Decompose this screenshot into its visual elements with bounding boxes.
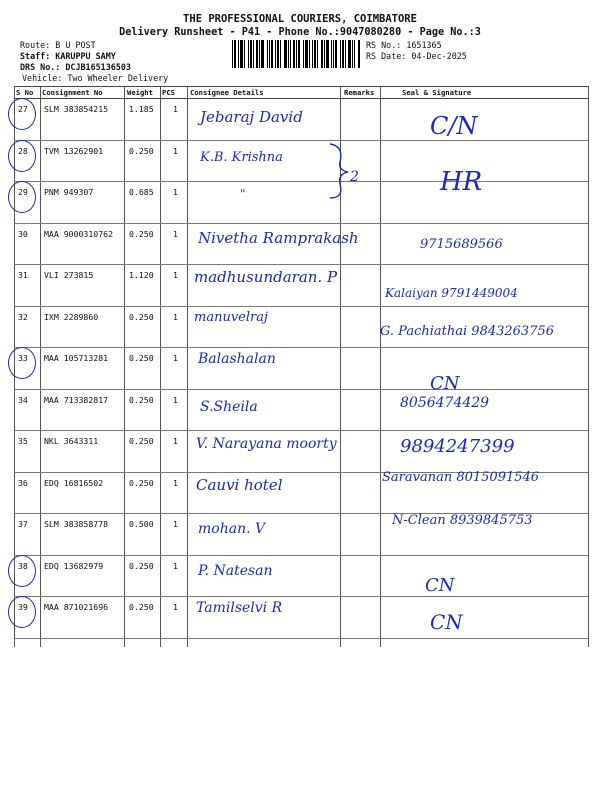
pcs-count: 1: [173, 477, 178, 488]
barcode-bar: [326, 40, 329, 68]
signature-handwriting: HR: [440, 167, 483, 197]
serial-number: 37: [18, 519, 28, 529]
consignment-number: EDQ 16816502: [44, 477, 104, 488]
consignee-handwriting: Nivetha Ramprakash: [198, 228, 359, 247]
consignee-handwriting: K.B. Krishna: [200, 149, 283, 165]
consignee-handwriting: V. Narayana moorty: [196, 436, 337, 452]
consignment-number: IXM 2289860: [44, 311, 99, 322]
serial-circle-mark: [8, 181, 36, 213]
barcode-bar: [288, 40, 289, 68]
pcs-count: 1: [173, 228, 178, 239]
weight-value: 1.120: [129, 270, 154, 280]
table-row: [0, 469, 600, 514]
weight-value: 0.250: [129, 228, 154, 239]
runsheet-title: Delivery Runsheet - P41 - Phone No.:9047080280 - Page No.:3: [119, 27, 481, 38]
table-top-rule: [14, 86, 588, 87]
serial-circle-mark: [8, 555, 36, 587]
pcs-count: 1: [173, 145, 178, 156]
weight-value: 0.685: [129, 187, 154, 197]
pcs-count: 1: [173, 560, 178, 571]
barcode-bar: [345, 40, 346, 68]
barcode-bar: [309, 40, 310, 68]
consignee-handwriting: Jebaraj David: [200, 108, 303, 126]
barcode-bar: [261, 40, 264, 68]
signature-handwriting: CN: [430, 373, 460, 394]
barcode-bar: [280, 40, 281, 68]
barcode-bar: [293, 40, 295, 68]
serial-number: 36: [18, 477, 28, 488]
table-row: [0, 306, 600, 348]
weight-value: 1.185: [129, 104, 154, 114]
barcode-bar: [331, 40, 332, 68]
serial-circle-mark: [8, 98, 36, 130]
rs-number: RS No.: 1651365: [366, 40, 442, 50]
serial-number: 34: [18, 394, 28, 405]
pcs-count: 1: [173, 394, 178, 405]
consignee-handwriting: P. Natesan: [198, 562, 273, 579]
barcode-bar: [303, 40, 304, 68]
barcode-bar: [248, 40, 249, 68]
consignment-number: TVM 13262901: [44, 145, 104, 156]
pcs-count: 1: [173, 436, 178, 446]
vehicle-label: Vehicle: Two Wheeler Delivery: [22, 73, 169, 83]
serial-number: 39: [18, 602, 28, 612]
col-signature: Seal & Signature: [402, 88, 472, 97]
table-row: [0, 347, 600, 394]
table-row: [0, 430, 600, 472]
table-row: [0, 140, 600, 182]
consignee-handwriting: Tamilselvi R: [196, 600, 283, 616]
barcode-bar: [267, 40, 268, 68]
signature-handwriting: 8056474429: [400, 394, 490, 411]
weight-value: 0.250: [129, 145, 154, 156]
barcode-bar: [342, 40, 344, 68]
barcode-bar: [234, 40, 236, 68]
barcode-bar: [290, 40, 291, 68]
signature-handwriting: CN: [425, 574, 455, 596]
barcode-bar: [275, 40, 276, 68]
serial-circle-mark: [8, 140, 36, 172]
table-row: [0, 223, 600, 265]
barcode-bar: [354, 40, 355, 68]
serial-number: 38: [18, 560, 28, 571]
consignee-handwriting: S.Sheila: [200, 398, 258, 415]
company-title: THE PROFESSIONAL COURIERS, COIMBATORE: [183, 13, 417, 25]
col-consignment: Consignment No: [42, 88, 103, 97]
consignment-number: MAA 713382817: [44, 394, 109, 405]
consignment-number: NKL 3643311: [44, 436, 99, 446]
serial-number: 32: [18, 311, 28, 322]
barcode-bar: [333, 40, 334, 68]
consignee-handwriting: manuvelraj: [194, 309, 269, 325]
barcode-bar: [321, 40, 323, 68]
row-rule: [14, 638, 588, 639]
brace-annotation: [326, 140, 366, 202]
col-remarks: Remarks: [344, 88, 375, 97]
barcode-bar: [305, 40, 308, 68]
col-pcs: PCS: [162, 88, 175, 97]
pcs-count: 1: [173, 104, 178, 114]
barcode-bar: [232, 40, 233, 68]
consignee-handwriting: Cauvi hotel: [196, 475, 283, 494]
staff-label: Staff: KARUPPU SAMY: [20, 51, 116, 61]
consignment-number: MAA 9000310762: [44, 228, 114, 239]
col-weight: Weight: [127, 88, 153, 97]
consignee-handwriting: ": [240, 187, 246, 201]
serial-number: 28: [18, 145, 28, 156]
weight-value: 0.250: [129, 602, 154, 612]
consignment-number: MAA 105713281: [44, 353, 109, 363]
weight-value: 0.250: [129, 477, 154, 488]
serial-number: 35: [18, 436, 28, 446]
barcode-bar: [324, 40, 325, 68]
table-row: [0, 167, 600, 223]
signature-handwriting: 9715689566: [420, 236, 503, 252]
weight-value: 0.500: [129, 519, 154, 529]
barcode-bar: [284, 40, 287, 68]
brace-count: 2: [350, 169, 359, 185]
barcode-bar: [240, 40, 243, 68]
signature-handwriting: C/N: [430, 112, 478, 140]
signature-handwriting: 9894247399: [400, 436, 515, 457]
serial-circle-mark: [8, 347, 36, 379]
consignment-number: SLM 383854215: [44, 104, 109, 114]
barcode-bar: [340, 40, 341, 68]
barcode-bar: [271, 40, 273, 68]
consignment-number: VLI 273815: [44, 270, 94, 280]
consignee-handwriting: mohan. V: [198, 521, 266, 537]
drs-number: DRS No.: DCJB165136503: [20, 62, 131, 72]
weight-value: 0.250: [129, 353, 154, 363]
pcs-count: 1: [173, 353, 178, 363]
barcode-bar: [277, 40, 279, 68]
weight-value: 0.250: [129, 311, 154, 322]
barcode-bar: [253, 40, 254, 68]
barcode-bar: [244, 40, 245, 68]
col-sno: S No: [16, 88, 34, 97]
signature-handwriting: N-Clean 8939845753: [392, 513, 533, 528]
rs-date: RS Date: 04-Dec-2025: [366, 51, 467, 61]
route-label: Route: B U POST: [20, 40, 96, 50]
weight-value: 0.250: [129, 436, 154, 446]
serial-number: 29: [18, 187, 28, 197]
consignment-number: PNM 949307: [44, 187, 94, 197]
consignee-handwriting: madhusundaran. P: [194, 268, 338, 286]
barcode-bar: [312, 40, 313, 68]
consignment-number: MAA 871021696: [44, 602, 109, 612]
barcode-bar: [358, 40, 360, 68]
table-row: [0, 389, 600, 431]
weight-value: 0.250: [129, 560, 154, 571]
signature-handwriting: CN: [430, 610, 463, 634]
signature-handwriting: G. Pachiathai 9843263756: [380, 323, 555, 339]
barcode-bar: [256, 40, 258, 68]
serial-number: 33: [18, 353, 28, 363]
barcode-bar: [298, 40, 300, 68]
col-consignee: Consignee Details: [190, 88, 264, 97]
barcode-bar: [269, 40, 270, 68]
serial-number: 31: [18, 270, 28, 280]
barcode-bar: [317, 40, 318, 68]
barcode-bar: [348, 40, 351, 68]
table-row: [0, 513, 600, 555]
serial-number: 27: [18, 104, 28, 114]
barcode-bar: [314, 40, 316, 68]
barcode: [232, 40, 362, 68]
consignee-handwriting: Balashalan: [198, 351, 276, 367]
barcode-bar: [259, 40, 260, 68]
table-row: [0, 555, 600, 597]
barcode-bar: [238, 40, 239, 68]
pcs-count: 1: [173, 602, 178, 612]
table-row: [0, 98, 600, 140]
table-row: [0, 596, 600, 638]
consignment-number: EDQ 13682979: [44, 560, 104, 571]
pcs-count: 1: [173, 311, 178, 322]
barcode-bar: [250, 40, 252, 68]
weight-value: 0.250: [129, 394, 154, 405]
signature-handwriting: Saravanan 8015091546: [382, 469, 540, 485]
consignment-number: SLM 383858778: [44, 519, 109, 529]
serial-number: 30: [18, 228, 28, 239]
barcode-bar: [296, 40, 297, 68]
serial-circle-mark: [8, 596, 36, 628]
barcode-bar: [352, 40, 353, 68]
barcode-bar: [335, 40, 337, 68]
pcs-count: 1: [173, 519, 178, 529]
pcs-count: 1: [173, 270, 178, 280]
table-row: [0, 264, 600, 306]
signature-handwriting: Kalaiyan 9791449004: [385, 286, 518, 300]
pcs-count: 1: [173, 187, 178, 197]
